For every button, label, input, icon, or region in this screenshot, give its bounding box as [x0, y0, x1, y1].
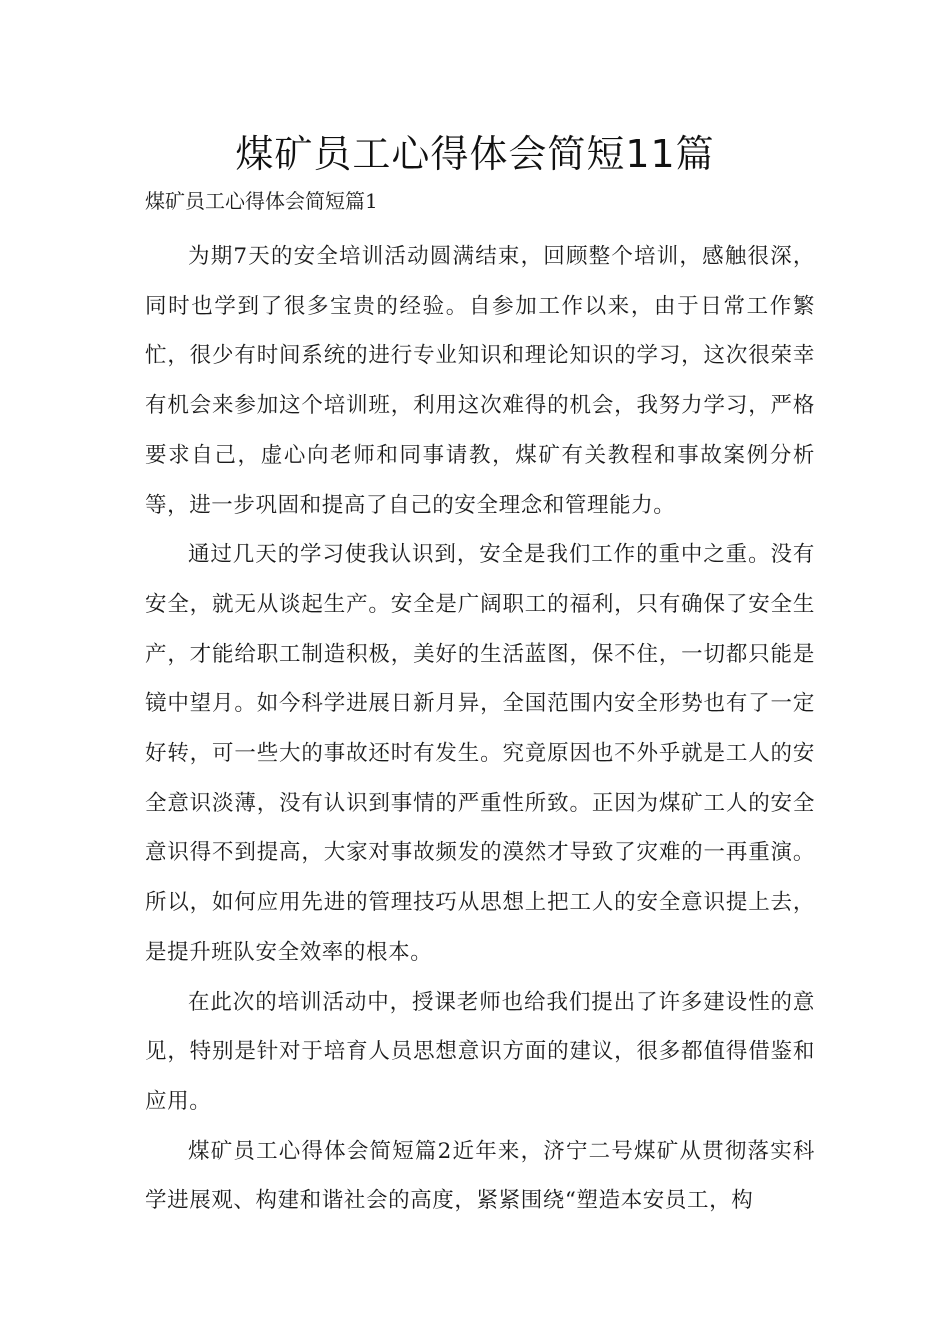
paragraph-4: 煤矿员工心得体会简短篇2近年来，济宁二号煤矿从贯彻落实科学进展观、构建和谐社会的高度，紧紧围绕“塑造本安员工，构 — [145, 1138, 815, 1214]
document-body — [145, 232, 815, 1226]
document-title: 煤矿员工心得体会简短11篇 — [235, 132, 715, 176]
section-heading: 煤矿员工心得体会简短篇1 — [145, 189, 378, 213]
paragraph-2: 通过几天的学习使我认识到，安全是我们工作的重中之重。没有安全，就无从谈起生产。安全是广阔职工的福利，只有确保了安全生产，才能给职工制造积极，美好的生活蓝图，保不住，一切都只能是镜中望月。如今科学进展日新月异，全国范围内安全形势也有了一定好转，可一些大的事故还时有发生。究竟原因也不外乎就是工人的安全意识淡薄，没有认识到事情的严重性所致。正因为煤矿工人的安全意识得不到提高，大家对事故频发的漠然才导致了灾难的一再重演。所以，如何应用先进的管理技巧从思想上把工人的安全意识提上去，是提升班队安全效率的根本。 — [145, 542, 815, 965]
paragraph-1: 为期7天的安全培训活动圆满结束，回顾整个培训，感触很深，同时也学到了很多宝贵的经验。自参加工作以来，由于日常工作繁忙，很少有时间系统的进行专业知识和理论知识的学习，这次很荣幸有机会来参加这个培训班，利用这次难得的机会，我努力学习，严格要求自己，虚心向老师和同事请教，煤矿有关教程和事故案例分析等，进一步巩固和提高了自己的安全理念和管理能力。 — [145, 244, 815, 518]
paragraph-3: 在此次的培训活动中，授课老师也给我们提出了许多建设性的意见，特别是针对于培育人员思想意识方面的建议，很多都值得借鉴和应用。 — [145, 989, 815, 1114]
